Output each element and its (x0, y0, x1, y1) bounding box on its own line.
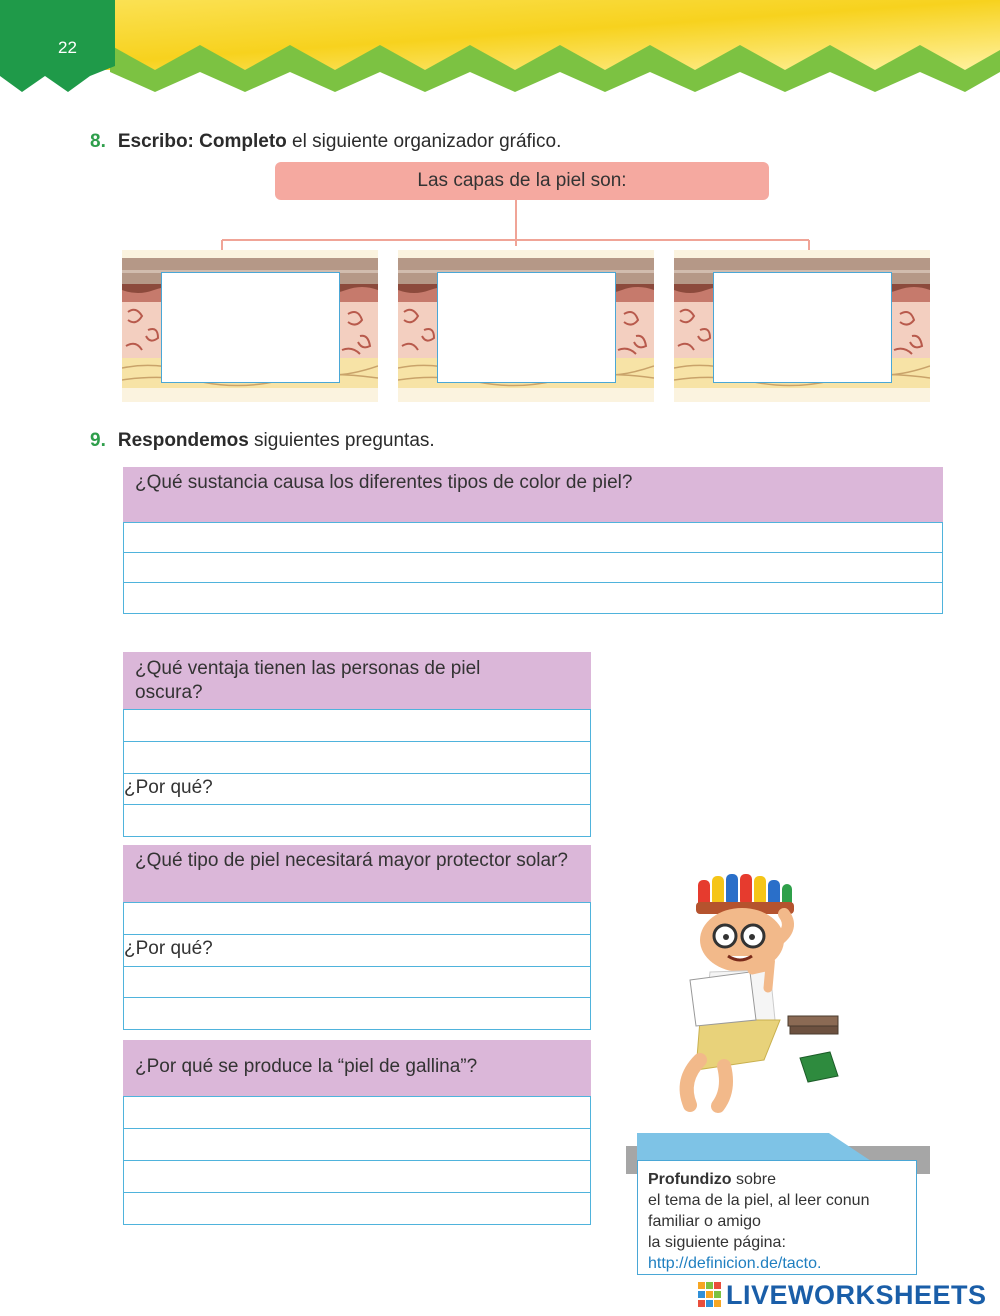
question-text: ¿Por qué se produce la “piel de gallina”? (123, 1040, 591, 1096)
answer-line[interactable] (123, 967, 591, 998)
organizer-connectors (0, 0, 1000, 260)
instruction-bold: Respondemos (117, 430, 249, 451)
profundizo-info-box (637, 1160, 917, 1275)
instruction-text: el siguiente organizador gráfico. (286, 131, 562, 152)
info-line: la siguiente página: (648, 1234, 786, 1251)
question-line: ¿Qué ventaja tienen las personas de piel (135, 658, 481, 679)
por-que-label: ¿Por qué? (123, 774, 591, 805)
info-text: sobre (731, 1171, 777, 1188)
layer-answer-field-2[interactable] (437, 272, 616, 383)
question-block-2 (123, 652, 591, 837)
info-line: familiar o amigo (648, 1213, 761, 1230)
question-block-3 (123, 845, 591, 1030)
logo-blocks-icon (698, 1282, 722, 1308)
question-text: ¿Qué sustancia causa los diferentes tipos de color de piel? (123, 467, 943, 522)
feather-headdress (696, 874, 794, 914)
info-box-tab (637, 1133, 871, 1161)
info-line (648, 1169, 906, 1190)
question-text: ¿Qué tipo de piel necesitará mayor protector solar? (123, 845, 591, 902)
layer-answer-field-3[interactable] (713, 272, 892, 383)
question-text (123, 652, 591, 709)
info-bold: Profundizo (648, 1171, 732, 1188)
answer-line[interactable] (123, 1161, 591, 1193)
layer-answer-field-1[interactable] (161, 272, 340, 383)
answer-line[interactable] (123, 902, 591, 935)
question-9-heading (90, 430, 435, 452)
answer-line[interactable] (123, 1193, 591, 1225)
answer-line[interactable] (123, 805, 591, 837)
answer-line[interactable] (123, 553, 943, 583)
answer-line[interactable] (123, 583, 943, 614)
instruction-text: siguientes preguntas. (248, 430, 435, 451)
reference-link[interactable]: http://definicion.de/tacto. (648, 1255, 822, 1272)
question-number: 8. (90, 131, 106, 152)
por-que-label: ¿Por qué? (123, 935, 591, 967)
question-line: oscura? (135, 682, 203, 703)
organizer-title: Las capas de la piel son: (275, 162, 769, 200)
question-block-1 (123, 467, 943, 614)
question-number: 9. (90, 430, 106, 451)
answer-line[interactable] (123, 1129, 591, 1161)
answer-line[interactable] (123, 709, 591, 742)
answer-line[interactable] (123, 1096, 591, 1129)
answer-line[interactable] (123, 742, 591, 774)
answer-line[interactable] (123, 998, 591, 1030)
info-line: el tema de la piel, al leer conun (648, 1192, 870, 1209)
child-reading-illustration (660, 870, 860, 1115)
liveworksheets-logo (698, 1280, 987, 1310)
instruction-bold: Escribo: Completo (117, 131, 287, 152)
page-number: 22 (58, 38, 77, 57)
question-block-4 (123, 1040, 591, 1225)
brand-name: LIVEWORKSHEETS (726, 1279, 987, 1310)
answer-line[interactable] (123, 522, 943, 553)
